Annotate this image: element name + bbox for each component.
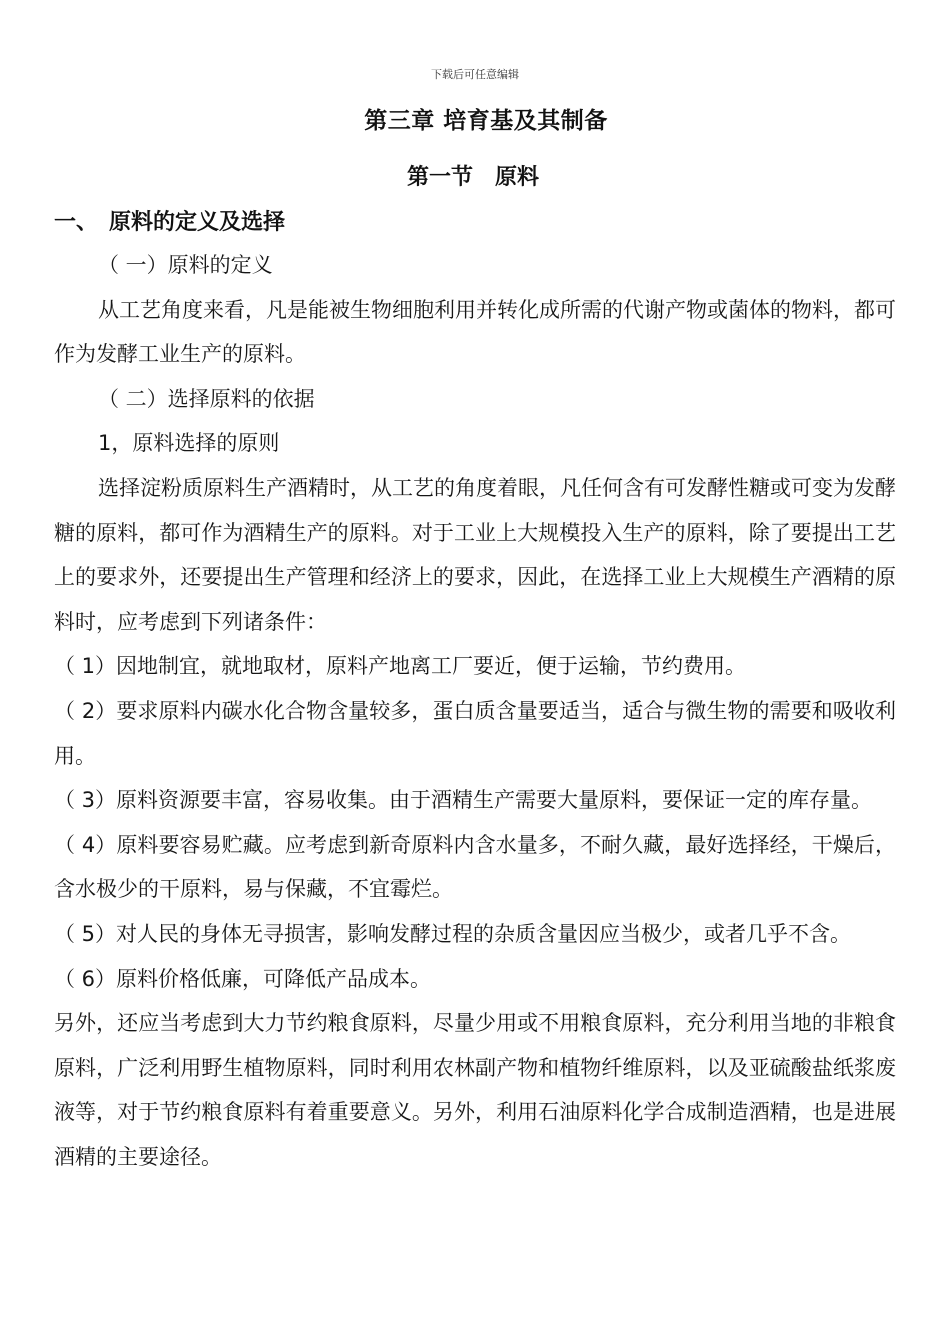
subheading-selection-principle: 1，原料选择的原则 xyxy=(98,431,280,456)
condition-item: （ 3）原料资源要丰富，容易收集。由于酒精生产需要大量原料，要保证一定的库存量。 xyxy=(54,788,873,813)
subheading-definition: （ 一）原料的定义 xyxy=(98,253,273,277)
paragraph-principle: 选择淀粉质原料生产酒精时，从工艺的角度着眼，凡任何含有可发酵性糖或可变为发酵糖的原料，都可作为酒精生产的原料。对于工业上大规模投入生产的原料，除了要提出工艺上的要求外，还要提出生产管理和经济上的要求，因此，在选择工业上大规模生产酒精的原料时，应考虑到下列诸条件： xyxy=(54,475,896,634)
paragraph-additional: 另外，还应当考虑到大力节约粮食原料，尽量少用或不用粮食原料，充分利用当地的非粮食原料，广泛利用野生植物原料，同时利用农林副产物和植物纤维原料，以及亚硫酸盐纸浆废液等，对于节约粮食原料有着重要意义。另外，利用石油原料化学合成制造酒精，也是进展酒精的主要途径。 xyxy=(54,1011,896,1169)
condition-item: （ 2）要求原料内碳水化合物含量较多，蛋白质含量要适当，适合与微生物的需要和吸收利用。 xyxy=(54,698,896,768)
paragraph-definition: 从工艺角度来看，凡是能被生物细胞利用并转化成所需的代谢产物或菌体的物料，都可作为发酵工业生产的原料。 xyxy=(54,297,896,367)
condition-item: （ 6）原料价格低廉，可降低产品成本。 xyxy=(54,966,432,991)
condition-item: （ 4）原料要容易贮藏。应考虑到新奇原料内含水量多，不耐久藏，最好选择经，干燥后，含水极少的干原料，易与保藏，不宜霉烂。 xyxy=(54,832,896,902)
condition-item: （ 1）因地制宜，就地取材，原料产地离工厂要近，便于运输，节约费用。 xyxy=(54,654,747,679)
document-body xyxy=(54,243,896,1179)
condition-item: （ 5）对人民的身体无寻损害，影响发酵过程的杂质含量因应当极少，或者几乎不含。 xyxy=(54,921,852,946)
section-title: 第一节 原料 xyxy=(406,165,539,190)
chapter-title: 第三章 培育基及其制备 xyxy=(364,108,608,134)
heading-raw-material-definition: 一、 原料的定义及选择 xyxy=(54,210,286,235)
subheading-selection-basis: （ 二）选择原料的依据 xyxy=(98,386,315,411)
header-note: 下载后可任意编辑 xyxy=(431,68,519,81)
